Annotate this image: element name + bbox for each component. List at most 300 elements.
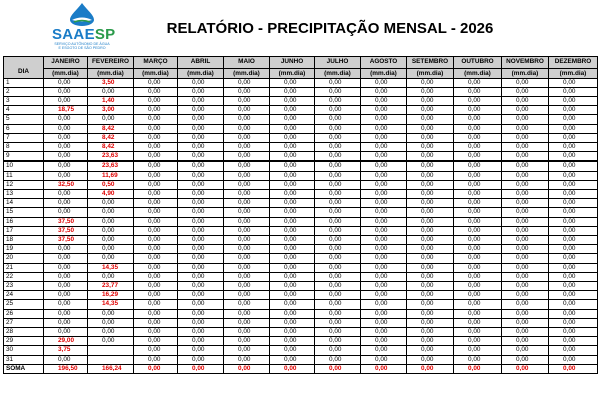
value-cell: 0,00 [549, 254, 598, 263]
value-cell: 0,00 [407, 355, 454, 364]
month-header-jul: JULHO [315, 57, 361, 69]
value-cell: 0,00 [502, 96, 549, 105]
value-cell: 0,00 [361, 346, 407, 355]
value-cell: 0,00 [178, 318, 224, 327]
value-cell: 0,00 [502, 124, 549, 133]
value-cell: 0,00 [224, 245, 270, 254]
value-cell: 0,00 [361, 300, 407, 309]
value-cell: 0,00 [270, 96, 315, 105]
value-cell: 0,00 [502, 189, 549, 198]
table-row [4, 226, 598, 235]
value-cell: 0,00 [134, 142, 178, 151]
value-cell: 0,00 [549, 124, 598, 133]
value-cell: 0,00 [134, 263, 178, 272]
value-cell: 0,00 [224, 254, 270, 263]
logo-subtitle-line1: SERVIÇO AUTÔNOMO DE ÁGUA [54, 42, 110, 46]
value-cell: 0,00 [361, 235, 407, 244]
value-cell: 0,00 [178, 263, 224, 272]
unit-header: (mm.dia) [270, 68, 315, 78]
value-cell-fev: 0,50 [88, 180, 134, 189]
value-cell-fev: 0,00 [88, 309, 134, 318]
value-cell: 0,00 [549, 161, 598, 171]
day-cell: 7 [4, 133, 44, 142]
value-cell: 0,00 [134, 309, 178, 318]
value-cell: 0,00 [407, 96, 454, 105]
precipitation-table [3, 56, 598, 374]
value-cell: 0,00 [315, 291, 361, 300]
month-header-jan: JANEIRO [44, 57, 88, 69]
day-cell: 3 [4, 96, 44, 105]
value-cell: 0,00 [270, 106, 315, 115]
table-row [4, 96, 598, 105]
table-row [4, 152, 598, 162]
unit-header: (mm.dia) [549, 68, 598, 78]
value-cell: 0,00 [549, 87, 598, 96]
value-cell: 0,00 [502, 142, 549, 151]
table-row [4, 217, 598, 226]
value-cell-jan: 0,00 [44, 309, 88, 318]
month-header-mai: MAIO [224, 57, 270, 69]
value-cell: 0,00 [224, 96, 270, 105]
value-cell: 0,00 [549, 300, 598, 309]
table-row [4, 78, 598, 87]
value-cell-fev [88, 355, 134, 364]
value-cell: 0,00 [134, 161, 178, 171]
value-cell: 0,00 [270, 226, 315, 235]
value-cell: 0,00 [454, 78, 502, 87]
value-cell-fev: 0,00 [88, 217, 134, 226]
value-cell: 0,00 [549, 189, 598, 198]
table-row [4, 180, 598, 189]
value-cell: 0,00 [407, 318, 454, 327]
day-cell: 4 [4, 106, 44, 115]
value-cell-jan: 0,00 [44, 78, 88, 87]
table-row [4, 235, 598, 244]
value-cell: 0,00 [178, 355, 224, 364]
sum-cell: 0,00 [549, 364, 598, 373]
value-cell-jan: 0,00 [44, 115, 88, 124]
sum-cell: 0,00 [315, 364, 361, 373]
value-cell: 0,00 [549, 142, 598, 151]
value-cell: 0,00 [361, 133, 407, 142]
value-cell: 0,00 [549, 208, 598, 217]
value-cell: 0,00 [315, 300, 361, 309]
value-cell: 0,00 [315, 245, 361, 254]
value-cell: 0,00 [134, 291, 178, 300]
value-cell: 0,00 [134, 133, 178, 142]
value-cell: 0,00 [315, 263, 361, 272]
value-cell: 0,00 [224, 226, 270, 235]
value-cell: 0,00 [134, 300, 178, 309]
value-cell: 0,00 [134, 245, 178, 254]
table-row [4, 161, 598, 171]
value-cell-fev: 0,00 [88, 245, 134, 254]
value-cell: 0,00 [178, 78, 224, 87]
value-cell: 0,00 [502, 254, 549, 263]
value-cell: 0,00 [270, 161, 315, 171]
value-cell: 0,00 [178, 171, 224, 180]
value-cell: 0,00 [134, 180, 178, 189]
value-cell-fev: 14,35 [88, 263, 134, 272]
value-cell-fev: 0,00 [88, 115, 134, 124]
value-cell: 0,00 [178, 124, 224, 133]
value-cell: 0,00 [407, 291, 454, 300]
value-cell: 0,00 [315, 152, 361, 162]
sum-cell: 0,00 [224, 364, 270, 373]
value-cell: 0,00 [134, 346, 178, 355]
value-cell: 0,00 [454, 161, 502, 171]
value-cell: 0,00 [454, 355, 502, 364]
day-cell: 21 [4, 263, 44, 272]
table-row [4, 309, 598, 318]
value-cell: 0,00 [454, 208, 502, 217]
value-cell: 0,00 [454, 96, 502, 105]
logo-wordmark-part2: SP [94, 26, 116, 43]
value-cell: 0,00 [315, 235, 361, 244]
value-cell: 0,00 [224, 327, 270, 336]
unit-header: (mm.dia) [178, 68, 224, 78]
month-header-mar: MARÇO [134, 57, 178, 69]
value-cell-jan: 0,00 [44, 161, 88, 171]
value-cell: 0,00 [454, 245, 502, 254]
value-cell-jan: 0,00 [44, 124, 88, 133]
table-row [4, 124, 598, 133]
value-cell: 0,00 [549, 78, 598, 87]
day-cell: 31 [4, 355, 44, 364]
table-row [4, 208, 598, 217]
value-cell: 0,00 [224, 263, 270, 272]
value-cell: 0,00 [224, 152, 270, 162]
value-cell: 0,00 [549, 327, 598, 336]
value-cell: 0,00 [315, 87, 361, 96]
value-cell: 0,00 [361, 115, 407, 124]
value-cell: 0,00 [270, 263, 315, 272]
value-cell-jan: 0,00 [44, 199, 88, 208]
value-cell: 0,00 [134, 226, 178, 235]
sum-cell: 0,00 [454, 364, 502, 373]
value-cell: 0,00 [407, 189, 454, 198]
value-cell: 0,00 [502, 217, 549, 226]
value-cell: 0,00 [178, 272, 224, 281]
value-cell: 0,00 [502, 337, 549, 346]
value-cell: 0,00 [502, 115, 549, 124]
value-cell: 0,00 [315, 226, 361, 235]
day-cell: 24 [4, 291, 44, 300]
value-cell: 0,00 [361, 171, 407, 180]
value-cell: 0,00 [502, 87, 549, 96]
report-title: RELATÓRIO - PRECIPITAÇÃO MENSAL - 2026 [166, 20, 494, 37]
value-cell: 0,00 [407, 327, 454, 336]
value-cell-jan: 0,00 [44, 291, 88, 300]
month-header-set: SETEMBRO [407, 57, 454, 69]
value-cell: 0,00 [502, 106, 549, 115]
value-cell-jan: 0,00 [44, 133, 88, 142]
value-cell: 0,00 [361, 226, 407, 235]
month-header-fev: FEVEREIRO [88, 57, 134, 69]
value-cell: 0,00 [178, 189, 224, 198]
unit-header-row [4, 68, 598, 78]
day-cell: 20 [4, 254, 44, 263]
value-cell-jan: 0,00 [44, 152, 88, 162]
value-cell-fev: 3,00 [88, 106, 134, 115]
day-cell: 11 [4, 171, 44, 180]
value-cell: 0,00 [502, 309, 549, 318]
table-row [4, 171, 598, 180]
unit-header: (mm.dia) [134, 68, 178, 78]
value-cell: 0,00 [407, 281, 454, 290]
value-cell: 0,00 [178, 87, 224, 96]
value-cell: 0,00 [361, 318, 407, 327]
value-cell: 0,00 [361, 199, 407, 208]
table-row [4, 245, 598, 254]
value-cell: 0,00 [315, 346, 361, 355]
value-cell: 0,00 [270, 300, 315, 309]
value-cell: 0,00 [178, 327, 224, 336]
value-cell: 0,00 [549, 106, 598, 115]
value-cell: 0,00 [407, 115, 454, 124]
sum-cell: 0,00 [361, 364, 407, 373]
value-cell: 0,00 [502, 263, 549, 272]
day-cell: 1 [4, 78, 44, 87]
value-cell: 0,00 [454, 309, 502, 318]
table-row [4, 337, 598, 346]
value-cell: 0,00 [454, 199, 502, 208]
month-header-abr: ABRIL [178, 57, 224, 69]
table-row [4, 133, 598, 142]
value-cell-jan: 18,75 [44, 106, 88, 115]
value-cell: 0,00 [270, 133, 315, 142]
value-cell: 0,00 [178, 142, 224, 151]
table-row [4, 142, 598, 151]
value-cell-fev: 23,63 [88, 161, 134, 171]
value-cell-fev: 0,00 [88, 87, 134, 96]
logo-subtitle-line2: E ESGOTO DE SÃO PEDRO [58, 46, 106, 51]
value-cell-fev: 23,77 [88, 281, 134, 290]
value-cell: 0,00 [270, 291, 315, 300]
value-cell: 0,00 [224, 318, 270, 327]
day-cell: 18 [4, 235, 44, 244]
day-cell: 22 [4, 272, 44, 281]
value-cell: 0,00 [270, 318, 315, 327]
value-cell-jan: 0,00 [44, 96, 88, 105]
value-cell: 0,00 [134, 217, 178, 226]
sum-cell: 0,00 [134, 364, 178, 373]
value-cell: 0,00 [454, 115, 502, 124]
value-cell: 0,00 [270, 272, 315, 281]
value-cell: 0,00 [454, 346, 502, 355]
value-cell: 0,00 [315, 355, 361, 364]
value-cell: 0,00 [407, 87, 454, 96]
value-cell: 0,00 [407, 254, 454, 263]
value-cell: 0,00 [315, 96, 361, 105]
value-cell-jan: 0,00 [44, 142, 88, 151]
value-cell: 0,00 [361, 106, 407, 115]
value-cell: 0,00 [361, 180, 407, 189]
value-cell: 0,00 [361, 96, 407, 105]
value-cell: 0,00 [178, 180, 224, 189]
value-cell: 0,00 [134, 152, 178, 162]
day-cell: 30 [4, 346, 44, 355]
value-cell: 0,00 [407, 106, 454, 115]
day-cell: 28 [4, 327, 44, 336]
value-cell: 0,00 [549, 318, 598, 327]
value-cell: 0,00 [361, 217, 407, 226]
unit-header: (mm.dia) [502, 68, 549, 78]
table-row [4, 300, 598, 309]
value-cell: 0,00 [224, 217, 270, 226]
value-cell: 0,00 [454, 337, 502, 346]
value-cell: 0,00 [361, 189, 407, 198]
value-cell-fev: 1,40 [88, 96, 134, 105]
value-cell: 0,00 [315, 208, 361, 217]
table-row [4, 199, 598, 208]
value-cell-fev: 11,69 [88, 171, 134, 180]
value-cell: 0,00 [315, 78, 361, 87]
value-cell: 0,00 [549, 263, 598, 272]
day-cell: 23 [4, 281, 44, 290]
value-cell: 0,00 [315, 189, 361, 198]
value-cell-jan: 0,00 [44, 263, 88, 272]
value-cell: 0,00 [224, 235, 270, 244]
value-cell: 0,00 [224, 355, 270, 364]
value-cell: 0,00 [270, 235, 315, 244]
value-cell: 0,00 [224, 133, 270, 142]
unit-header: (mm.dia) [88, 68, 134, 78]
value-cell: 0,00 [407, 133, 454, 142]
table-row [4, 346, 598, 355]
value-cell-fev: 0,00 [88, 208, 134, 217]
value-cell: 0,00 [361, 208, 407, 217]
value-cell: 0,00 [315, 106, 361, 115]
value-cell: 0,00 [361, 355, 407, 364]
value-cell: 0,00 [502, 272, 549, 281]
value-cell: 0,00 [407, 161, 454, 171]
value-cell: 0,00 [407, 78, 454, 87]
value-cell: 0,00 [454, 87, 502, 96]
value-cell: 0,00 [178, 161, 224, 171]
value-cell: 0,00 [315, 281, 361, 290]
value-cell: 0,00 [407, 309, 454, 318]
value-cell: 0,00 [407, 152, 454, 162]
value-cell: 0,00 [178, 337, 224, 346]
value-cell: 0,00 [361, 272, 407, 281]
unit-header: (mm.dia) [315, 68, 361, 78]
value-cell: 0,00 [134, 115, 178, 124]
value-cell: 0,00 [502, 208, 549, 217]
value-cell: 0,00 [270, 309, 315, 318]
value-cell: 0,00 [224, 300, 270, 309]
table-row [4, 263, 598, 272]
value-cell: 0,00 [224, 337, 270, 346]
value-cell: 0,00 [224, 142, 270, 151]
day-cell: 17 [4, 226, 44, 235]
value-cell: 0,00 [549, 291, 598, 300]
value-cell-fev: 8,42 [88, 124, 134, 133]
day-cell: 9 [4, 152, 44, 162]
value-cell: 0,00 [270, 199, 315, 208]
day-cell: 13 [4, 189, 44, 198]
value-cell: 0,00 [502, 152, 549, 162]
value-cell: 0,00 [178, 235, 224, 244]
value-cell-jan: 0,00 [44, 300, 88, 309]
value-cell: 0,00 [454, 300, 502, 309]
value-cell: 0,00 [178, 281, 224, 290]
table-row [4, 355, 598, 364]
value-cell: 0,00 [502, 281, 549, 290]
value-cell: 0,00 [178, 199, 224, 208]
value-cell: 0,00 [502, 235, 549, 244]
value-cell: 0,00 [315, 180, 361, 189]
value-cell: 0,00 [549, 152, 598, 162]
value-cell: 0,00 [224, 189, 270, 198]
value-cell: 0,00 [178, 291, 224, 300]
value-cell: 0,00 [549, 235, 598, 244]
report-header [0, 0, 600, 55]
value-cell: 0,00 [224, 171, 270, 180]
value-cell: 0,00 [134, 235, 178, 244]
month-header-nov: NOVEMBRO [502, 57, 549, 69]
value-cell: 0,00 [270, 327, 315, 336]
value-cell: 0,00 [361, 281, 407, 290]
value-cell: 0,00 [549, 272, 598, 281]
value-cell: 0,00 [454, 106, 502, 115]
value-cell: 0,00 [224, 346, 270, 355]
day-cell: 5 [4, 115, 44, 124]
value-cell: 0,00 [454, 142, 502, 151]
value-cell: 0,00 [315, 115, 361, 124]
value-cell: 0,00 [407, 226, 454, 235]
value-cell: 0,00 [315, 161, 361, 171]
value-cell: 0,00 [224, 87, 270, 96]
table-row [4, 189, 598, 198]
value-cell: 0,00 [454, 124, 502, 133]
value-cell: 0,00 [549, 281, 598, 290]
value-cell-fev: 4,90 [88, 189, 134, 198]
value-cell: 0,00 [224, 78, 270, 87]
value-cell: 0,00 [315, 337, 361, 346]
value-cell: 0,00 [361, 254, 407, 263]
value-cell: 0,00 [134, 281, 178, 290]
value-cell-jan: 0,00 [44, 171, 88, 180]
value-cell-fev: 23,63 [88, 152, 134, 162]
value-cell: 0,00 [315, 309, 361, 318]
month-header-jun: JUNHO [270, 57, 315, 69]
table-row [4, 87, 598, 96]
value-cell: 0,00 [454, 235, 502, 244]
value-cell: 0,00 [134, 199, 178, 208]
value-cell: 0,00 [178, 217, 224, 226]
value-cell: 0,00 [134, 87, 178, 96]
value-cell: 0,00 [270, 245, 315, 254]
unit-header: (mm.dia) [224, 68, 270, 78]
value-cell-fev: 8,42 [88, 133, 134, 142]
value-cell: 0,00 [134, 337, 178, 346]
value-cell-jan: 0,00 [44, 208, 88, 217]
value-cell: 0,00 [270, 281, 315, 290]
sum-cell: 0,00 [502, 364, 549, 373]
value-cell: 0,00 [502, 133, 549, 142]
day-cell: 12 [4, 180, 44, 189]
value-cell-jan: 37,50 [44, 217, 88, 226]
month-header-ago: AGOSTO [361, 57, 407, 69]
value-cell: 0,00 [361, 263, 407, 272]
day-cell: 8 [4, 142, 44, 151]
sum-cell: 166,24 [88, 364, 134, 373]
value-cell-jan: 32,50 [44, 180, 88, 189]
value-cell: 0,00 [134, 254, 178, 263]
value-cell: 0,00 [315, 133, 361, 142]
value-cell-jan: 0,00 [44, 327, 88, 336]
